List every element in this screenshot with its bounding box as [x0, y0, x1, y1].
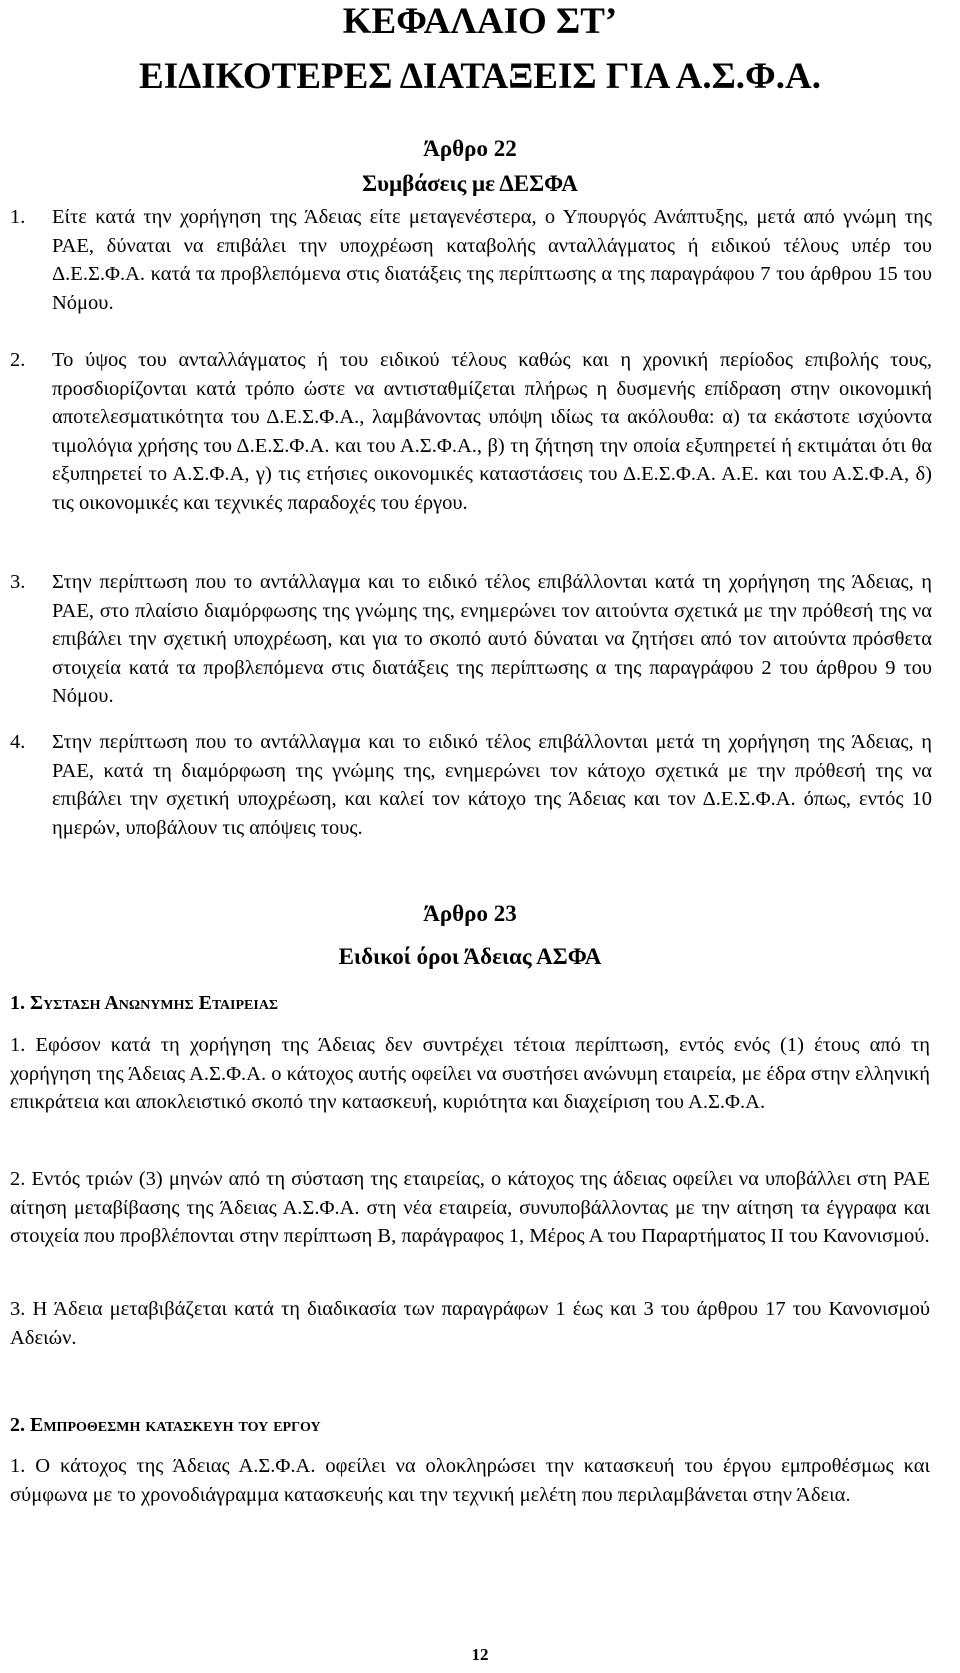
page-number: 12: [471, 1645, 489, 1664]
article-22-paragraph-1: [10, 203, 932, 317]
article-22-number: Άρθρο 22: [423, 136, 517, 161]
paragraph-number: 3.: [10, 571, 26, 593]
paragraph-text: Είτε κατά την χορήγηση της Άδειας είτε μεταγενέστερα, ο Υπουργός Ανάπτυξης, μετά από γνώμη της ΡΑΕ, δύναται να επιβάλει την υποχρέωση καταβολής ανταλλάγματος ή ειδικού τέλους υπέρ του Δ.Ε.Σ.Φ.Α. κατά τα προβλεπόμενα στις διατάξεις της περίπτωσης α της παραγράφου 7 του άρθρου 15 του Νόμου.: [52, 206, 932, 314]
paragraph-number: 2.: [10, 349, 26, 371]
paragraph-text: Στην περίπτωση που το αντάλλαγμα και το ειδικό τέλος επιβάλλονται κατά τη χορήγηση της Άδειας, η ΡΑΕ, στο πλαίσιο διαμόρφωσης της γνώμης της, ενημερώνει τον αιτούντα σχετικά με την πρόθεσή της να επιβάλει την σχετική υποχρέωση, και για το σκοπό αυτό δύναται να ζητήσει από τον αιτούντα πρόσθετα στοιχεία κατά τα προβλεπόμενα στις διατάξεις της περίπτωσης α της παραγράφου 2 του άρθρου 9 του Νόμου.: [52, 571, 932, 707]
article-22-paragraph-2: [10, 346, 932, 517]
paragraph-number: 4.: [10, 731, 26, 753]
paragraph-number: 1.: [10, 206, 26, 228]
paragraph-text: Το ύψος του ανταλλάγματος ή του ειδικού τέλους καθώς και η χρονική περίοδος επιβολής τους, προσδιορίζονται κατά τρόπο ώστε να αντισταθμίζεται πλήρως η δυσμενής επίδραση στην οικονομική αποτελεσματικότητα του Δ.Ε.Σ.Φ.Α., λαμβάνοντας υπόψη ιδίως τα ακόλουθα: α) τα εκάστοτε ισχύοντα τιμολόγια χρήσης του Δ.Ε.Σ.Φ.Α. και του Α.Σ.Φ.Α., β) τη ζήτηση την οποία εξυπηρετεί ή εκτιμάται ότι θα εξυπηρετεί το Α.Σ.Φ.Α, γ) τις ετήσιες οικονομικές καταστάσεις του Δ.Ε.Σ.Φ.Α. Α.Ε. και του Α.Σ.Φ.Α, δ) τις οικονομικές και τεχνικές παραδοχές του έργου.: [52, 349, 932, 514]
article-23-number: Άρθρο 23: [423, 901, 517, 926]
chapter-number: ΚΕΦΑΛΑΙΟ ΣΤ’: [342, 1, 618, 42]
article-23-s1-paragraph-2: 2. Εντός τριών (3) μηνών από τη σύσταση της εταιρείας, ο κάτοχος της άδειας οφείλει να υποβάλλει στη ΡΑΕ αίτηση μεταβίβασης της Άδειας Α.Σ.Φ.Α. στη νέα εταιρεία, συνυποβάλλοντας με την αίτηση τα έγγραφα και στοιχεία που προβλέπονται στην περίπτωση Β, παράγραφος 1, Μέρος Α του Παραρτήματος ΙΙ του Κανονισμού.: [10, 1168, 930, 1247]
section-heading-company-formation: 1. Συσταση Ανωνυμης Εταιρειας: [10, 992, 279, 1014]
chapter-title: ΕΙΔΙΚΟΤΕΡΕΣ ΔΙΑΤΑΞΕΙΣ ΓΙΑ Α.Σ.Φ.Α.: [139, 56, 821, 97]
paragraph-text: Στην περίπτωση που το αντάλλαγμα και το ειδικό τέλος επιβάλλονται μετά τη χορήγηση της Άδειας, η ΡΑΕ, κατά τη διαμόρφωση της γνώμης της, ενημερώνει τον κάτοχο σχετικά με την πρόθεσή της να επιβάλει την σχετική υποχρέωση, και καλεί τον κάτοχο της Άδειας και τον Δ.Ε.Σ.Φ.Α. όπως, εντός 10 ημερών, υποβάλουν τις απόψεις τους.: [52, 731, 932, 839]
article-23-title: Ειδικοί όροι Άδειας ΑΣΦΑ: [338, 944, 602, 969]
article-23-s1-paragraph-3: 3. Η Άδεια μεταβιβάζεται κατά τη διαδικασία των παραγράφων 1 έως και 3 του άρθρου 17 του Κανονισμού Αδειών.: [10, 1298, 930, 1349]
article-23-s2-paragraph-1: 1. Ο κάτοχος της Άδειας Α.Σ.Φ.Α. οφείλει να ολοκληρώσει την κατασκευή του έργου εμπροθέσμως και σύμφωνα με το χρονοδιάγραμμα κατασκευής και την τεχνική μελέτη που περιλαμβάνεται στην Άδεια.: [10, 1455, 930, 1506]
article-22-paragraph-3: [10, 568, 932, 711]
article-22-paragraph-4: [10, 728, 932, 842]
section-heading-timely-construction: 2. Εμπροθεσμη κατασκευη του εργου: [10, 1414, 321, 1436]
article-22-title: Συμβάσεις με ΔΕΣΦΑ: [362, 171, 578, 196]
article-23-s1-paragraph-1: 1. Εφόσον κατά τη χορήγηση της Άδειας δεν συντρέχει τέτοια περίπτωση, εντός ενός (1) έτους από τη χορήγηση της Άδειας Α.Σ.Φ.Α. ο κάτοχος αυτής οφείλει να συστήσει ανώνυμη εταιρεία, με έδρα στην ελληνική επικράτεια και αποκλειστικό σκοπό την κατασκευή, κυριότητα και διαχείριση του Α.Σ.Φ.Α.: [10, 1034, 930, 1113]
